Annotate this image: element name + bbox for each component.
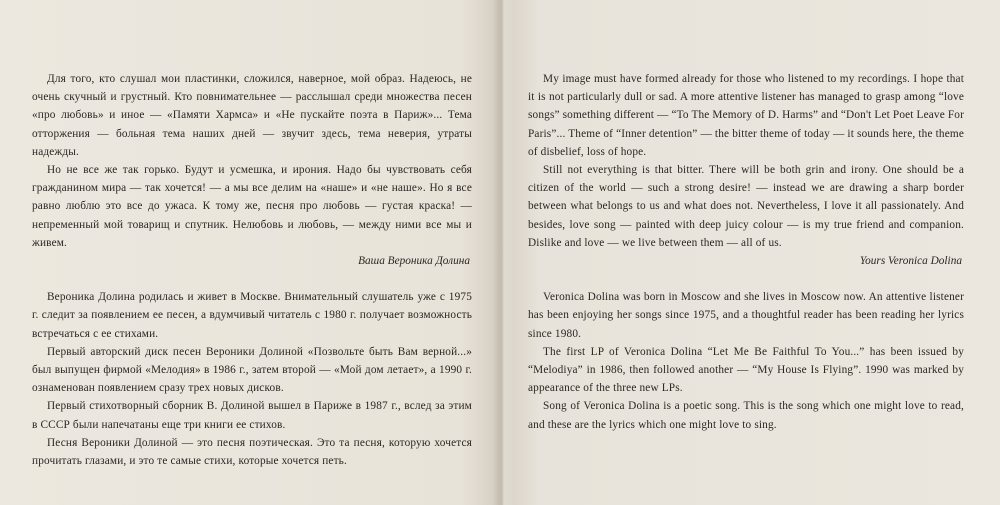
bio-paragraph: Первый авторский диск песен Вероники Долиной «Позвольте быть Вам верной...» был выпущен фирмой «Мелодия» в 1986 г., затем второй — «Мой дом летает», а 1990 г. ознаменован появлением сразу трех новых дисков. <box>32 345 472 395</box>
english-page <box>528 70 964 434</box>
section-gap <box>32 270 472 288</box>
signature: Ваша Вероника Долина <box>358 255 470 268</box>
bio-paragraph: Вероника Долина родилась и живет в Москве. Внимательный слушатель уже с 1975 г. следит за появлением ее песен, а вдумчивый читатель с 1980 г. получает возможность встречаться с ее стихами. <box>32 291 472 340</box>
bio-paragraph: Песня Вероники Долиной — это песня поэтическая. Это та песня, которую хочется прочитать глазами, и это те самые стихи, которые хочется петь. <box>32 436 472 468</box>
signature: Yours Veronica Dolina <box>859 255 962 268</box>
bio-paragraph: Первый стихотворный сборник В. Долиной вышел в Париже в 1987 г., вслед за этим в СССР были напечатаны еще три книги ее стихов. <box>32 400 472 431</box>
bio-paragraph: Veronica Dolina was born in Moscow and she lives in Moscow now. An attentive listener has been enjoying her songs since 1975, and a thoughtful reader has been reading her lyrics since 1980. <box>528 291 964 340</box>
letter-paragraph: My image must have formed already for those who listened to my recordings. I hope that it is not particularly dull or sad. A more attentive listener has managed to grasp among “love songs” something different — “To The Memory of D. Harms” and “Don't Let Poet Leave For Paris”... Theme of “Inner detention” — the bitter theme of today — it sounds here, the theme of disbelief, loss of hope. <box>528 73 965 158</box>
letter-paragraph: Still not everything is that bitter. There will be both grin and irony. One should be a citizen of the world — such a strong desire! — instead we are drawing a sharp border between what belongs to us and what does not. Nevertheless, I love it all passionately. And besides, love song — painted with deep juicy colour — is my true friend and companion. Dislike and love — we live between them — all of us. <box>528 164 964 249</box>
bio-paragraph: The first LP of Veronica Dolina “Let Me Be Faithful To You...” has been issued by “Melodiya” in 1986, then followed another — “My House Is Flying”. 1990 was marked by appearance of the three new LPs. <box>528 345 964 395</box>
russian-page <box>32 70 472 470</box>
section-gap <box>528 270 964 288</box>
letter-paragraph: Но не все же так горько. Будут и усмешка, и ирония. Надо бы чувствовать себя гражданином мира — так хочется! — а мы все делим на «наше» и «не наше». Но я все равно люблю это все до ужаса. К тому же, песня про любовь — густая краска! — непременный мой товарищ и спутник. Нелюбовь и любовь, — между ними все мы и живем. <box>32 164 472 249</box>
letter-paragraph: Для того, кто слушал мои пластинки, сложился, наверное, мой образ. Надеюсь, не очень скучный и грустный. Кто повнимательнее — расслышал среди множества песен «про любовь» и иное — «Памяти Хармса» и «Не пускайте поэта в Париж»... Тема отторжения — больная тема наших дней — звучит здесь, тема неверия, утраты надежды. <box>32 73 472 158</box>
bio-paragraph: Song of Veronica Dolina is a poetic song. This is the song which one might love to read, and these are the lyrics which one might love to sing. <box>528 400 964 431</box>
center-fold <box>492 0 514 505</box>
